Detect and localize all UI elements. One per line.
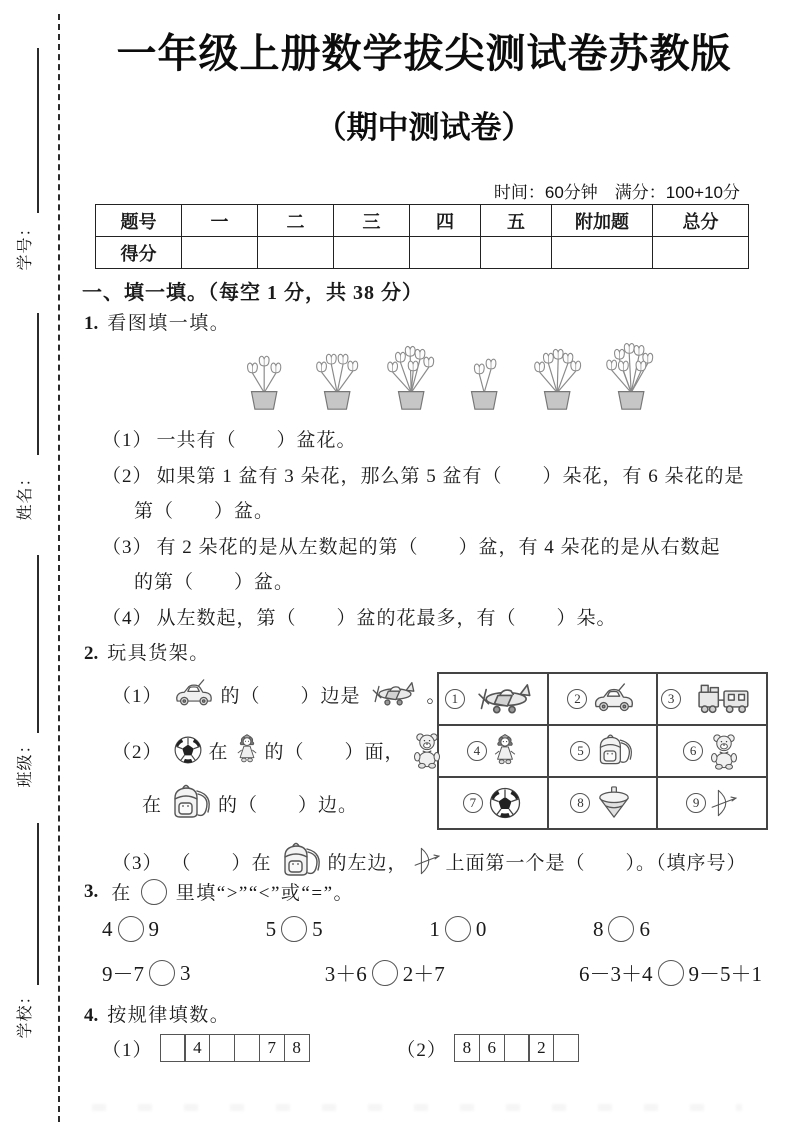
- info-blank-line-4: [37, 823, 39, 985]
- q2-line4-text0: （ ）在: [171, 852, 272, 874]
- compare-circle: [445, 916, 471, 942]
- q4-sequences: [102, 1034, 578, 1062]
- compare-circle: [372, 960, 398, 986]
- sequence-cell: 6: [479, 1034, 505, 1062]
- score-table-header-cell: 附加题: [552, 205, 653, 237]
- toy-cell-top: [548, 777, 658, 829]
- car-icon: [591, 683, 637, 715]
- toy-cell-train: [657, 673, 767, 725]
- toy-cell-number: 5: [570, 741, 590, 761]
- info-blank-line-1: [37, 48, 39, 213]
- comparison-item: [429, 916, 486, 942]
- q2-line1-label: （1）: [112, 685, 163, 707]
- sequence-cell: 7: [259, 1034, 285, 1062]
- subq-text: 一共有（ ）盆花。: [156, 430, 357, 451]
- toy-cell-number: 2: [567, 689, 587, 709]
- bear-icon: [410, 730, 444, 770]
- plane-icon-slot: [366, 678, 422, 710]
- sequence-cell: 8: [284, 1034, 310, 1062]
- subq-text: 从左数起，第（ ）盆的花最多，有（ ）朵。: [156, 607, 617, 629]
- question-1-prompt: 看图填一填。: [107, 313, 231, 334]
- compare-right: 3: [180, 960, 191, 985]
- toy-cell-number: 6: [683, 741, 703, 761]
- plane-icon: [469, 679, 541, 719]
- subq-line: [102, 423, 745, 459]
- name-label: 姓名：: [17, 469, 34, 521]
- score-table-header-cell: 三: [334, 205, 410, 237]
- flower-pot: [230, 340, 299, 414]
- comparison-item: [102, 916, 159, 942]
- score-table-score-row: [96, 237, 749, 269]
- question-3-number: 3.: [84, 880, 99, 902]
- q2-line-1: [112, 678, 447, 710]
- subq-line-cont: [102, 494, 745, 530]
- compare-circle: [281, 916, 307, 942]
- student-id-label: 学号：: [17, 219, 34, 271]
- seq2-cells: [454, 1034, 578, 1062]
- compare-left: 5: [265, 916, 277, 941]
- toy-shelf-grid: [437, 672, 768, 830]
- q1-subquestion-4: [102, 601, 745, 637]
- compare-right: 5: [312, 916, 323, 941]
- bow-icon-slot: [413, 843, 441, 879]
- score-table-header-cell: 题号: [96, 205, 182, 237]
- seq2-label: （2）: [396, 1039, 447, 1061]
- page-title: 一年级上册数学拔尖测试卷苏教版: [116, 32, 732, 76]
- comparison-item: [266, 916, 323, 942]
- compare-left: 9－7: [102, 962, 144, 986]
- comparison-item: [579, 958, 762, 988]
- comparison-item: [325, 958, 445, 988]
- subq-line: [102, 601, 745, 637]
- q3-row-2: [102, 958, 762, 988]
- q2-line1-text1: 的（ ）边是: [220, 685, 361, 707]
- score-value-cell: [182, 237, 258, 269]
- compare-left: 3＋6: [324, 962, 367, 986]
- question-1-number: 1.: [84, 313, 99, 334]
- toy-cell-bear: [657, 725, 767, 777]
- compare-circle: [149, 960, 175, 986]
- train-icon: [685, 682, 763, 716]
- q2-line-2: [112, 730, 444, 770]
- question-4-prompt: 按规律填数。: [107, 1005, 231, 1026]
- toy-cell-ball: [438, 777, 548, 829]
- compare-right: 9: [148, 916, 159, 941]
- compare-circle-example: [141, 879, 167, 905]
- sequence-cell: 8: [454, 1034, 480, 1062]
- sequence-cell: [234, 1034, 260, 1062]
- backpack-icon: [594, 732, 634, 770]
- q1-subquestion-2: [102, 459, 745, 530]
- toy-cell-number: 1: [445, 689, 465, 709]
- bow-icon: [413, 843, 441, 879]
- school-label: 学校：: [17, 987, 34, 1039]
- question-4-heading: [84, 1000, 230, 1027]
- score-value-cell: [258, 237, 334, 269]
- subq-line: [102, 530, 745, 566]
- toy-cell-number: 3: [661, 689, 681, 709]
- backpack-icon-slot: [167, 782, 213, 824]
- compare-circle: [658, 960, 684, 986]
- flower-pots-figure: [230, 340, 666, 414]
- toy-cell-number: 8: [570, 793, 590, 813]
- flower-pot: [523, 340, 592, 414]
- subq-label: （2）: [102, 465, 153, 487]
- flower-pot: [303, 340, 372, 414]
- subq-label: （3）: [102, 536, 153, 558]
- bear-icon: [707, 731, 741, 771]
- page-subtitle: （期中测试卷）: [315, 110, 533, 145]
- compare-circle: [608, 916, 634, 942]
- backpack-icon: [167, 782, 213, 824]
- flower-pot: [597, 340, 666, 414]
- sequence-cell: [209, 1034, 235, 1062]
- question-3-heading: [84, 878, 354, 905]
- score-table: [95, 204, 749, 269]
- info-blank-line-2: [37, 313, 39, 455]
- q3-prompt-pre: 在: [111, 883, 132, 904]
- backpack-icon-slot: [277, 840, 323, 882]
- q2-line2-label: （2）: [112, 741, 163, 763]
- subq-label: （1）: [102, 430, 153, 451]
- score-value-cell: [410, 237, 481, 269]
- score-table-header-cell: 五: [481, 205, 552, 237]
- toy-cell-bow: [657, 777, 767, 829]
- score-table-header-cell: 总分: [653, 205, 749, 237]
- sequence-cell: [504, 1034, 530, 1062]
- q2-line4-label: （3）: [112, 852, 163, 874]
- q2-line1-text2: 。: [426, 685, 447, 707]
- sequence-cell: 4: [184, 1034, 210, 1062]
- flower-pot: [450, 340, 519, 414]
- subq-line: [102, 459, 745, 495]
- bear-icon-slot: [410, 730, 444, 770]
- score-table-header-cell: 二: [258, 205, 334, 237]
- subq-text: 第（ ）盆。: [134, 501, 275, 522]
- score-row-label: 得分: [96, 237, 182, 269]
- compare-right: 9－5＋1: [688, 962, 762, 986]
- score-table-header-row: [96, 205, 749, 237]
- q2-line2-text1: 在: [208, 741, 229, 763]
- q2-line4-text2: 上面第一个是（ ）。（填序号）: [445, 852, 747, 874]
- question-1-heading: [84, 308, 230, 335]
- ball-icon: [487, 785, 523, 821]
- question-4-number: 4.: [84, 1005, 99, 1026]
- q2-line3-text2: 的（ ）边。: [218, 794, 359, 816]
- score-value-cell: [334, 237, 410, 269]
- class-label: 班级：: [17, 736, 34, 788]
- doll-icon: [234, 732, 260, 768]
- top-icon: [594, 786, 634, 820]
- bow-icon: [710, 784, 738, 822]
- sequence-cell: 2: [528, 1034, 554, 1062]
- toy-cell-car: [548, 673, 658, 725]
- sequence-cell: [553, 1034, 579, 1062]
- compare-circle: [118, 916, 144, 942]
- q2-line4-text1: 的左边，: [327, 852, 408, 874]
- ball-icon: [172, 734, 204, 766]
- compare-right: 6: [639, 916, 650, 941]
- sequence-cell: [160, 1034, 186, 1062]
- info-blank-line-3: [37, 555, 39, 733]
- score-table-header-cell: 一: [182, 205, 258, 237]
- exam-meta: 时间：60分钟 满分：100+10分: [493, 183, 740, 202]
- seq1-cells: [160, 1034, 309, 1062]
- paper-content: [82, 0, 766, 1122]
- comparison-item: [593, 916, 650, 942]
- ball-icon-slot: [172, 734, 204, 766]
- compare-left: 8: [592, 916, 604, 941]
- compare-left: 1: [429, 916, 440, 941]
- car-icon-slot: [172, 679, 216, 709]
- score-table-header-cell: 四: [410, 205, 481, 237]
- subq-label: （4）: [102, 607, 153, 629]
- toy-cell-number: 7: [463, 793, 483, 813]
- q3-prompt-post: 里填“>”“<”或“=”。: [175, 883, 355, 904]
- plane-icon: [366, 678, 422, 710]
- section-1-heading: 一、填一填。（每空 1 分，共 38 分）: [82, 282, 423, 304]
- flower-pot: [377, 340, 446, 414]
- q1-subquestion-3: [102, 530, 745, 601]
- score-value-cell: [552, 237, 653, 269]
- doll-icon: [491, 730, 519, 772]
- backpack-icon: [277, 840, 323, 882]
- question-2-body: [82, 664, 766, 896]
- q1-subquestions: [102, 423, 745, 636]
- q2-line3-text1: 在: [142, 794, 163, 816]
- q3-row-1: [102, 916, 650, 942]
- toy-cell-backpack: [548, 725, 658, 777]
- question-2-prompt: 玩具货架。: [107, 643, 210, 664]
- score-value-cell: [653, 237, 749, 269]
- compare-left: 6－3＋4: [579, 962, 653, 986]
- car-icon: [172, 679, 216, 709]
- question-2-number: 2.: [84, 643, 99, 664]
- doll-icon-slot: [234, 732, 260, 768]
- subq-text: 的第（ ）盆。: [134, 572, 295, 593]
- question-2-heading: [84, 638, 210, 665]
- subq-line-cont: [102, 565, 745, 601]
- seal-dashed-line: [58, 14, 60, 1122]
- compare-right: 2＋7: [402, 962, 445, 986]
- seq1-label: （1）: [102, 1039, 153, 1061]
- toy-cell-number: 9: [686, 793, 706, 813]
- toy-cell-doll: [438, 725, 548, 777]
- q2-line-4: [112, 840, 747, 882]
- q1-subquestion-1: [102, 423, 745, 459]
- subq-text: 如果第 1 盆有 3 朵花，那么第 5 盆有（ ）朵花，有 6 朵花的是: [156, 465, 745, 487]
- compare-right: 0: [475, 916, 487, 941]
- subq-text: 有 2 朵花的是从左数起的第（ ）盆，有 4 朵花的是从右数起: [156, 536, 721, 558]
- q2-line2-text2: 的（ ）面，: [264, 741, 405, 763]
- cutoff-next-line-remnant: [92, 1104, 742, 1111]
- toy-cell-plane: [438, 673, 548, 725]
- compare-left: 4: [102, 916, 113, 941]
- q2-line-3: [142, 782, 358, 824]
- comparison-item: [102, 958, 191, 988]
- toy-cell-number: 4: [467, 741, 487, 761]
- score-value-cell: [481, 237, 552, 269]
